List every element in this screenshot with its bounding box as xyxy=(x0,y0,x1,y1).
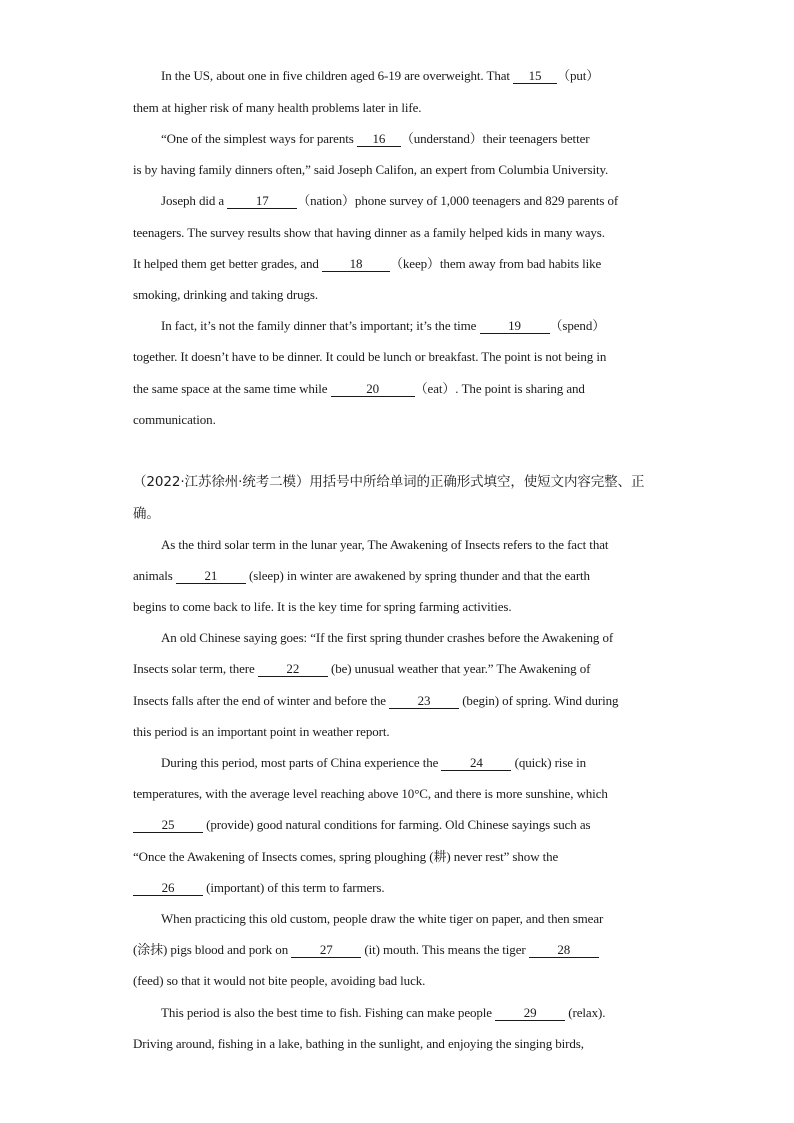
text-segment: Joseph did a xyxy=(161,193,228,208)
text-segment: (be) unusual weather that year.” The Awakening of xyxy=(327,661,591,676)
text-segment: (important) of this term to farmers. xyxy=(203,880,385,895)
q2-p5-line-1 xyxy=(161,1005,605,1021)
blank-28[interactable]: 28 xyxy=(529,943,599,958)
q2-p4-line-1: When practicing this old custom, people draw the white tiger on paper, and then smear xyxy=(161,911,604,926)
text-segment: （keep）them away from bad habits like xyxy=(389,256,602,271)
text-segment: Insects falls after the end of winter and before the xyxy=(133,693,390,708)
p2-line-2: is by having family dinners often,” said Joseph Califon, an expert from Columbia University. xyxy=(133,162,609,177)
section-title: （2022·江苏徐州·统考二模）用括号中所给单词的正确形式填空，使短文内容完整、正 xyxy=(133,474,645,490)
q2-p1-line-1: As the third solar term in the lunar year, The Awakening of Insects refers to the fact that xyxy=(161,537,609,552)
blank-19[interactable]: 19 xyxy=(480,319,550,334)
blank-27[interactable]: 27 xyxy=(291,943,361,958)
text-segment: (涂抹) pigs blood and pork on xyxy=(133,942,292,957)
q2-p2-line-2 xyxy=(133,661,590,677)
text-segment: animals xyxy=(133,568,176,583)
blank-18[interactable]: 18 xyxy=(322,257,390,272)
text-segment: (relax). xyxy=(565,1005,606,1020)
q2-p2-line-1: An old Chinese saying goes: “If the first spring thunder crashes before the Awakening of xyxy=(161,630,614,645)
text-segment: It helped them get better grades, and xyxy=(133,256,322,271)
q2-p4-line-3: (feed) so that it would not bite people, avoiding bad luck. xyxy=(133,973,426,988)
blank-22[interactable]: 22 xyxy=(258,662,328,677)
p3-line-2: teenagers. The survey results show that having dinner as a family helped kids in many ways. xyxy=(133,225,605,240)
p4-line-2: together. It doesn’t have to be dinner. It could be lunch or breakfast. The point is not being in xyxy=(133,349,607,364)
q2-p2-line-3 xyxy=(133,693,618,709)
text-segment: (begin) of spring. Wind during xyxy=(459,693,619,708)
blank-26[interactable]: 26 xyxy=(133,881,203,896)
text-segment: （understand）their teenagers better xyxy=(400,131,590,146)
text-segment: (quick) rise in xyxy=(511,755,587,770)
q2-p3-line-2: temperatures, with the average level reaching above 10°C, and there is more sunshine, which xyxy=(133,786,608,801)
text-segment: （eat）. The point is sharing and xyxy=(414,381,585,396)
q2-p1-line-2 xyxy=(133,568,590,584)
text-segment: the same space at the same time while xyxy=(133,381,331,396)
section-title-cont: 确。 xyxy=(133,506,160,522)
q2-p5-line-2: Driving around, fishing in a lake, bathing in the sunlight, and enjoying the singing birds, xyxy=(133,1036,584,1051)
text-segment: This period is also the best time to fish. Fishing can make people xyxy=(161,1005,496,1020)
blank-23[interactable]: 23 xyxy=(389,694,459,709)
blank-25[interactable]: 25 xyxy=(133,818,203,833)
blank-15[interactable]: 15 xyxy=(513,69,557,84)
blank-21[interactable]: 21 xyxy=(176,569,246,584)
text-segment: In fact, it’s not the family dinner that’s important; it’s the time xyxy=(161,318,480,333)
text-segment: （spend） xyxy=(549,318,606,333)
blank-20[interactable]: 20 xyxy=(331,382,415,397)
text-segment: (sleep) in winter are awakened by spring thunder and that the earth xyxy=(245,568,590,583)
p3-line-1 xyxy=(161,193,618,209)
blank-17[interactable]: 17 xyxy=(227,194,297,209)
p4-line-4: communication. xyxy=(133,412,216,427)
q2-p2-line-4: this period is an important point in weather report. xyxy=(133,724,390,739)
text-segment: (provide) good natural conditions for farming. Old Chinese sayings such as xyxy=(203,817,591,832)
p2-line-1 xyxy=(161,131,589,147)
text-segment: During this period, most parts of China experience the xyxy=(161,755,442,770)
blank-24[interactable]: 24 xyxy=(441,756,511,771)
p4-line-1 xyxy=(161,318,605,334)
p1-line-1 xyxy=(161,68,599,84)
q2-p1-line-3: begins to come back to life. It is the key time for spring farming activities. xyxy=(133,599,512,614)
p3-line-4: smoking, drinking and taking drugs. xyxy=(133,287,318,302)
p3-line-3 xyxy=(133,256,601,272)
q2-p3-line-5 xyxy=(133,880,385,896)
p4-line-3 xyxy=(133,381,585,397)
text-segment: In the US, about one in five children aged 6-19 are overweight. That xyxy=(161,68,514,83)
q2-p4-line-2 xyxy=(133,942,599,958)
blank-16[interactable]: 16 xyxy=(357,132,401,147)
p1-line-2: them at higher risk of many health problems later in life. xyxy=(133,100,422,115)
q2-p3-line-3 xyxy=(133,817,590,833)
blank-29[interactable]: 29 xyxy=(495,1006,565,1021)
text-segment: (it) mouth. This means the tiger xyxy=(361,942,529,957)
q2-p3-line-1 xyxy=(161,755,586,771)
text-segment: （put） xyxy=(557,68,600,83)
q2-p3-line-4: “Once the Awakening of Insects comes, spring ploughing (耕) never rest” show the xyxy=(133,849,559,864)
text-segment: “One of the simplest ways for parents xyxy=(161,131,357,146)
text-segment: Insects solar term, there xyxy=(133,661,258,676)
text-segment: （nation）phone survey of 1,000 teenagers and 829 parents of xyxy=(297,193,619,208)
